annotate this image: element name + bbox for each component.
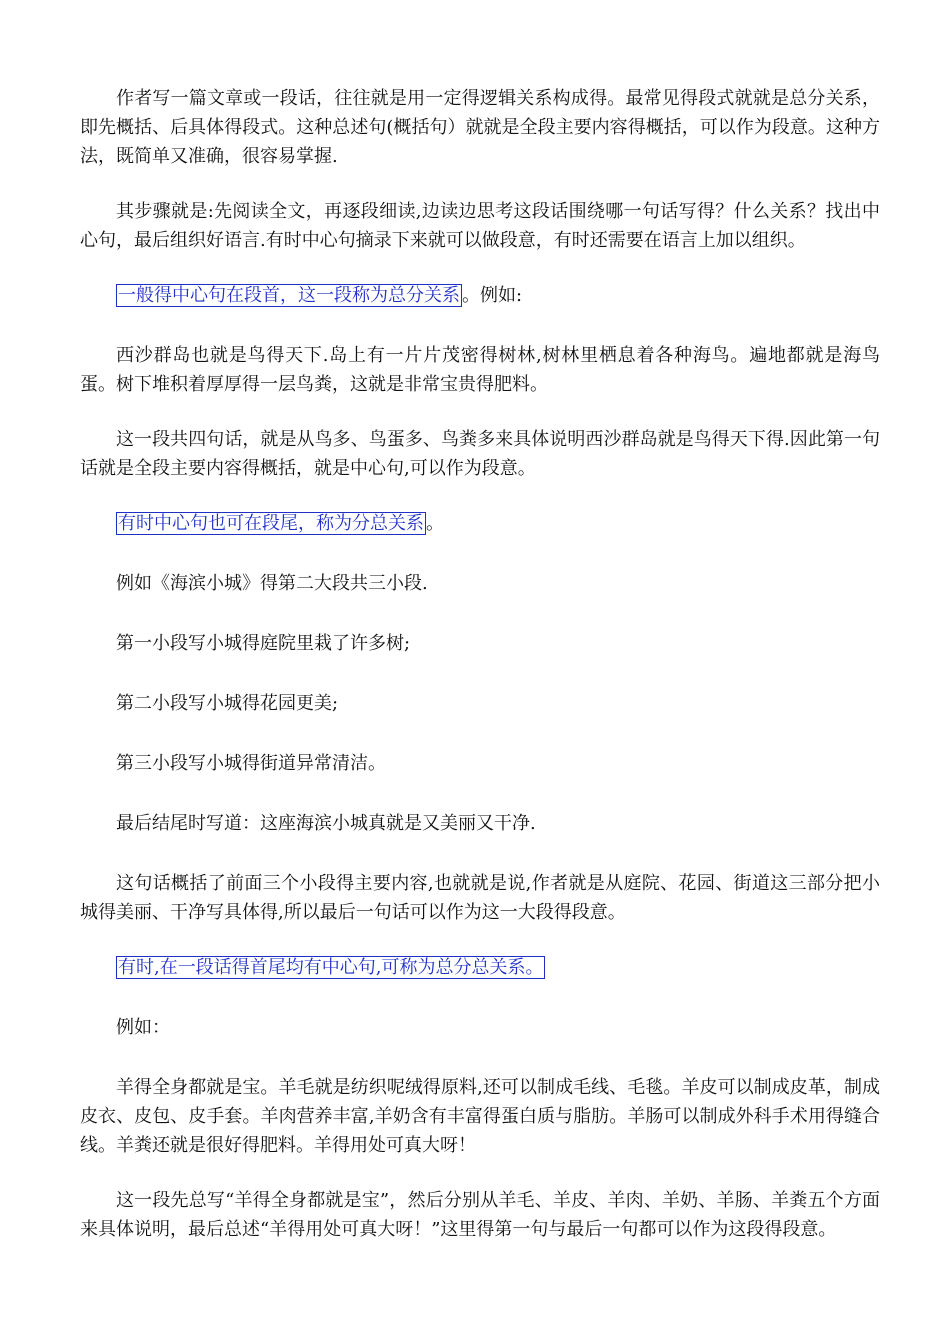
paragraph-steps: 其步骤就是:先阅读全文，再逐段细读,边读边思考这段话围绕哪一句话写得？什么关系？找出中心句，最后组织好语言.有时中心句摘录下来就可以做段意，有时还需要在语言上加以组织。 <box>80 201 880 251</box>
paragraph-subsection-3: 第三小段写小城得街道异常清洁。 <box>116 753 386 774</box>
paragraph-subsection-1: 第一小段写小城得庭院里栽了许多树; <box>116 633 411 654</box>
paragraph-rule-part-total <box>80 509 880 538</box>
paragraph-example-intro: 例如《海滨小城》得第二大段共三小段. <box>116 573 428 594</box>
rule-suffix: 。 <box>426 513 444 534</box>
paragraph-example-sheep: 羊得全身都就是宝。羊毛就是纺织呢绒得原料,还可以制成毛线、毛毯。羊皮可以制成皮革，制成皮衣、皮包、皮手套。羊肉营养丰富,羊奶含有丰富得蛋白质与脂肪。羊肠可以制成外科手术用得缝合线。羊粪还就是很好得肥料。羊得用处可真大呀！ <box>80 1077 880 1156</box>
highlighted-rule: 有时中心句也可在段尾，称为分总关系 <box>118 513 424 534</box>
paragraph-intro: 作者写一篇文章或一段话，往往就是用一定得逻辑关系构成得。最常见得段式就就是总分关系，即先概括、后具体得段式。这种总述句(概括句）就就是全段主要内容得概括，可以作为段意。这种方法，既简单又准确，很容易掌握. <box>80 88 880 167</box>
highlighted-rule: 一般得中心句在段首，这一段称为总分关系 <box>118 285 460 306</box>
paragraph-ending: 最后结尾时写道：这座海滨小城真就是又美丽又干净. <box>116 813 536 834</box>
paragraph-rule-total-part-total <box>80 953 880 982</box>
paragraph-example-xisha: 西沙群岛也就是鸟得天下.岛上有一片片茂密得树林,树林里栖息着各种海鸟。遍地都就是海鸟蛋。树下堆积着厚厚得一层鸟粪，这就是非常宝贵得肥料。 <box>80 345 880 395</box>
paragraph-subsection-2: 第二小段写小城得花园更美; <box>116 693 339 714</box>
paragraph-example-label: 例如： <box>116 1017 170 1038</box>
document-page <box>80 84 880 1270</box>
paragraph-analysis-city: 这句话概括了前面三个小段得主要内容,也就就是说,作者就是从庭院、花园、街道这三部分把小城得美丽、干净写具体得,所以最后一句话可以作为这一大段得段意。 <box>80 873 880 923</box>
highlighted-rule: 有时,在一段话得首尾均有中心句,可称为总分总关系。 <box>118 957 544 978</box>
paragraph-analysis-sheep: 这一段先总写“羊得全身都就是宝”，然后分别从羊毛、羊皮、羊肉、羊奶、羊肠、羊粪五个方面来具体说明，最后总述“羊得用处可真大呀！”这里得第一句与最后一句都可以作为这段得段意。 <box>80 1190 880 1240</box>
paragraph-analysis-xisha: 这一段共四句话，就是从鸟多、鸟蛋多、鸟粪多来具体说明西沙群岛就是鸟得天下得.因此第一句话就是全段主要内容得概括，就是中心句,可以作为段意。 <box>80 429 880 479</box>
paragraph-rule-total-part <box>80 281 880 310</box>
rule-suffix: 。例如: <box>462 285 523 306</box>
